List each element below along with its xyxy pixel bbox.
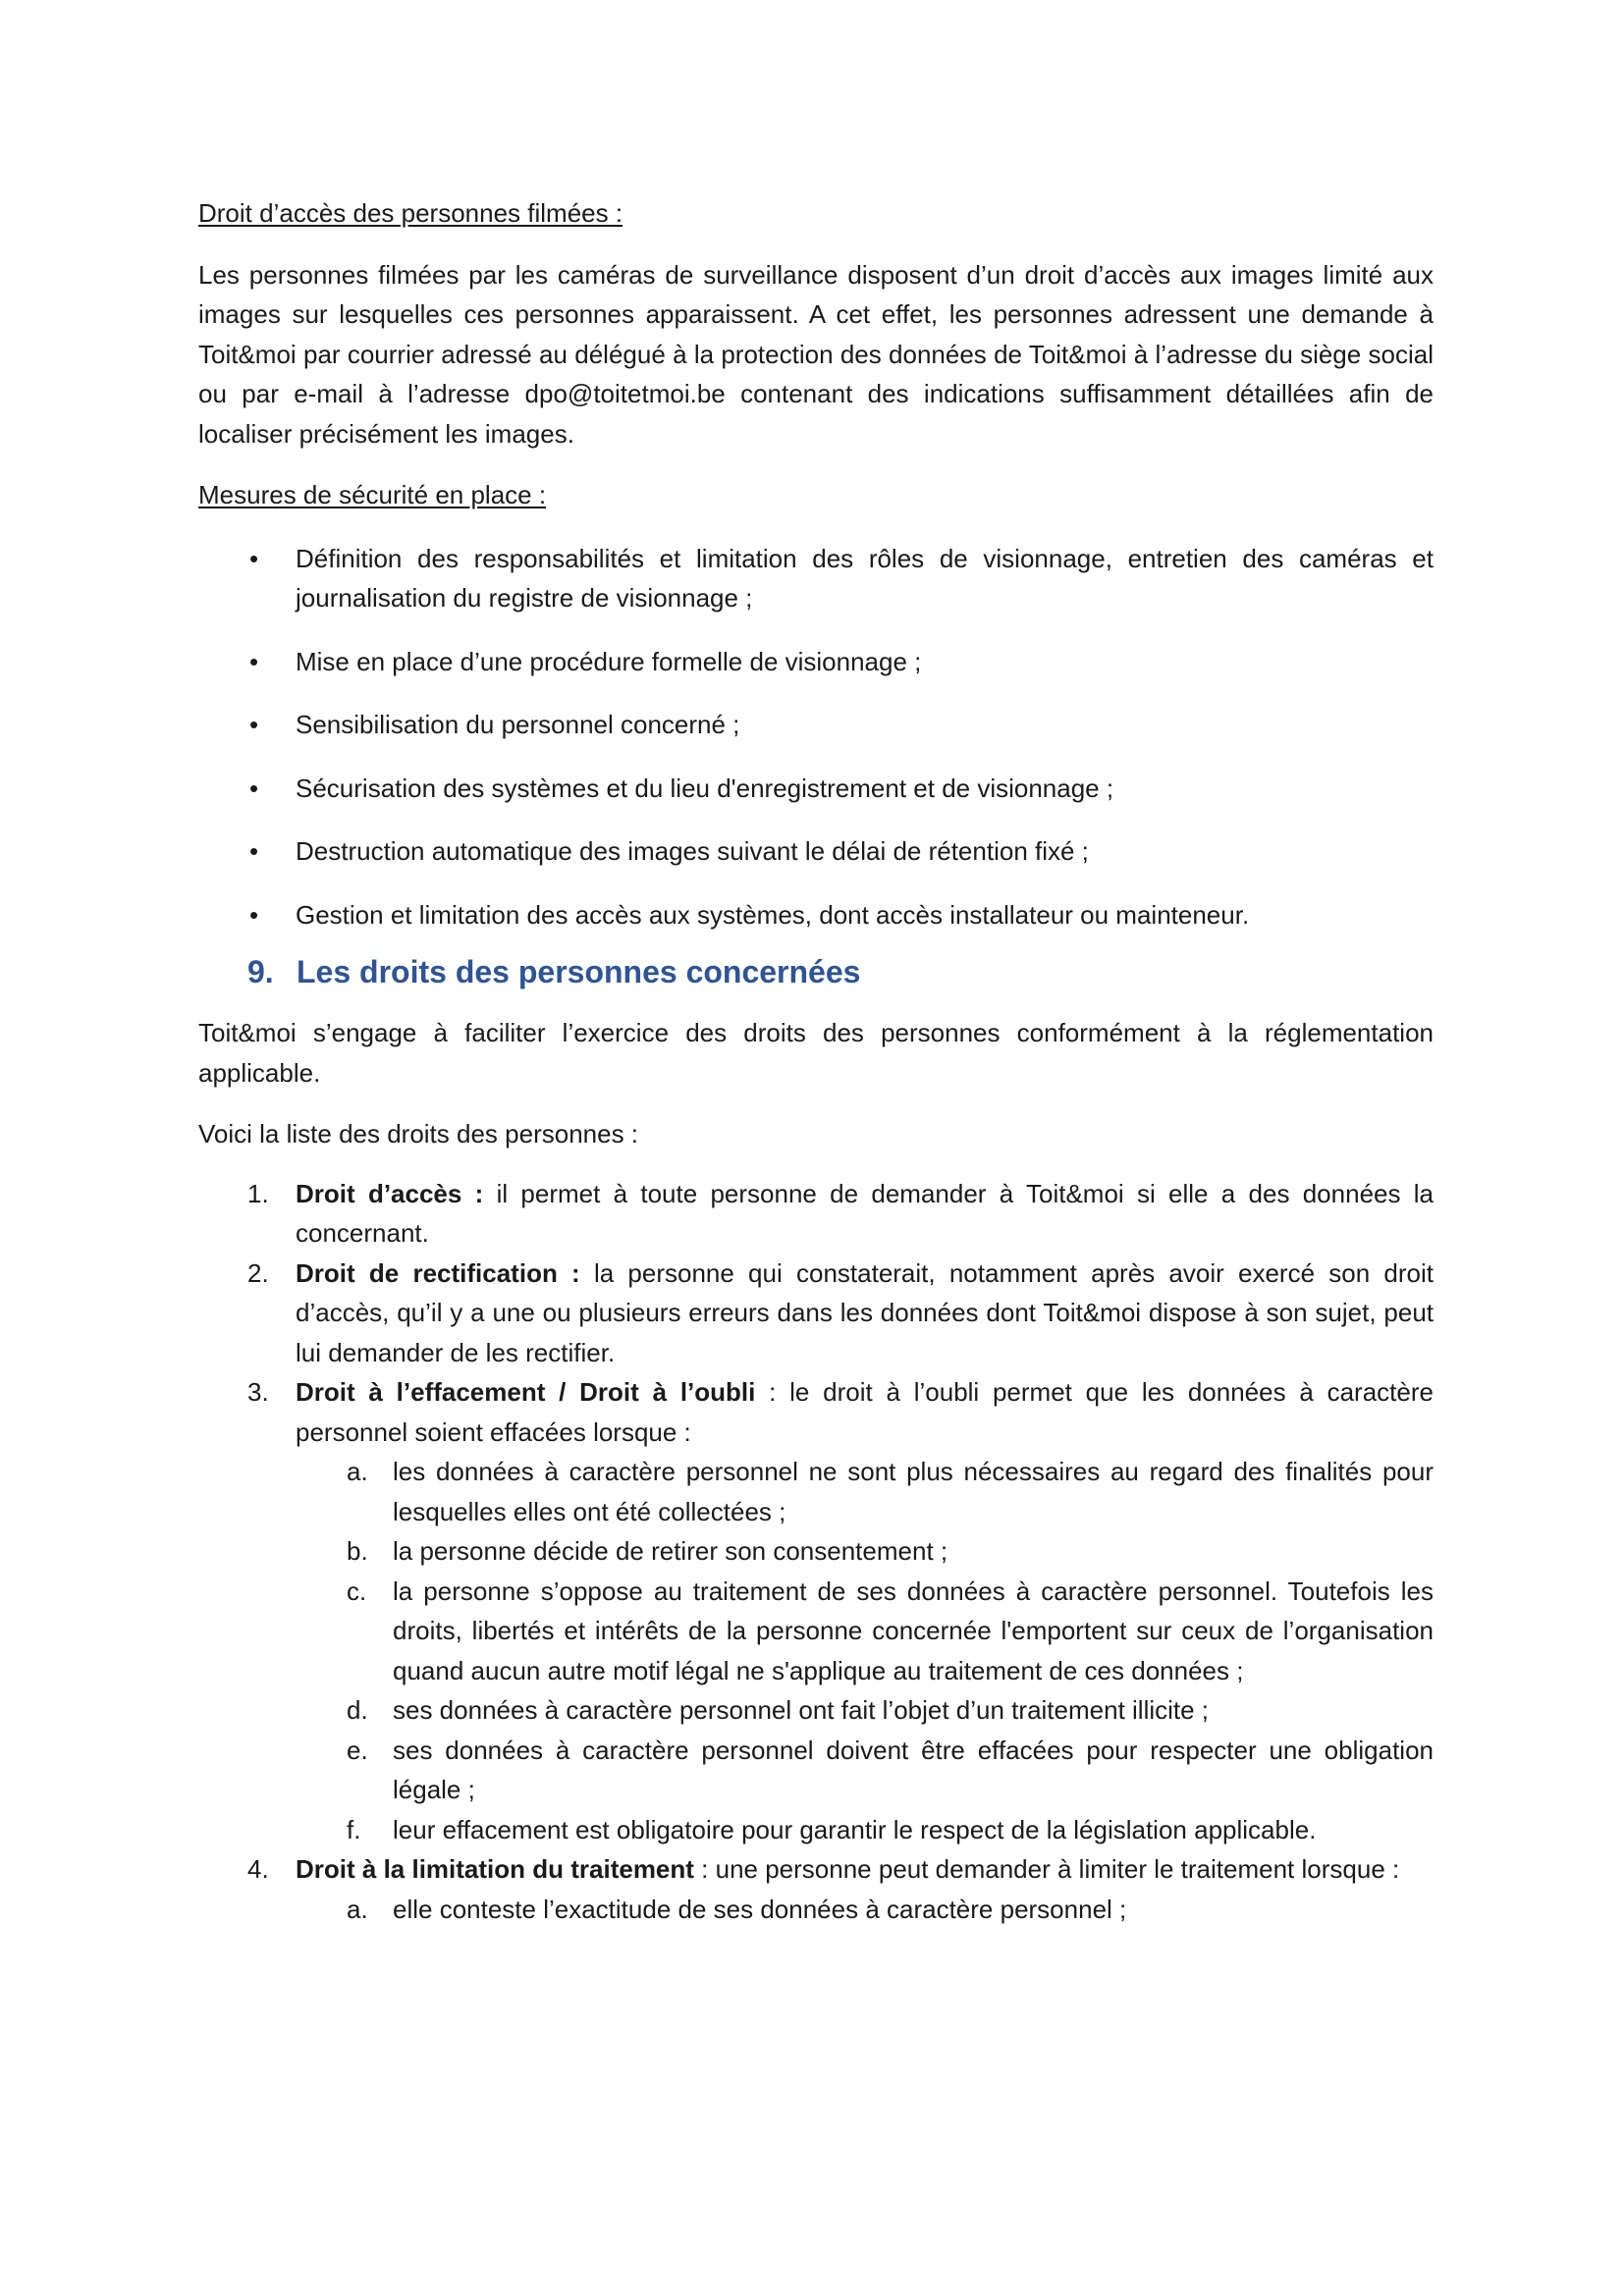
security-measures-title: Mesures de sécurité en place : [198,480,547,509]
list-item: a. elle conteste l’exactitude de ses données à caractère personnel ; [347,1894,1127,1924]
list-item: c. la personne s’oppose au traitement de ses données à caractère personnel. Toutefois les droits, libertés et intérêts de la personne concernée l'emportent sur ceux de l’organisation quand aucun autre motif légal ne s'applique au traitement de ces données ; [347,1575,1434,1685]
rights-list [198,1174,1434,1930]
security-measures-list [198,539,1434,935]
list-item: a. les données à caractère personnel ne sont plus nécessaires au regard des finalités pour lesquelles elles ont été collectées ; [347,1457,1434,1526]
sub-list [296,1890,1434,1930]
bullet-icon: • [249,710,259,739]
list-item: • Définition des responsabilités et limitation des rôles de visionnage, entretien des caméras et journalisation du registre de visionnage ; [198,539,1434,618]
list-item: e. ses données à caractère personnel doivent être effacées pour respecter une obligation légale ; [347,1735,1434,1804]
list-item: f. leur effacement est obligatoire pour garantir le respect de la législation applicable. [347,1814,1317,1844]
section-heading-text: Les droits des personnes concernées [297,954,861,989]
list-item: • Gestion et limitation des accès aux systèmes, dont accès installateur ou mainteneur. [198,895,1434,935]
bullet-icon: • [249,646,259,676]
list-item: 2. Droit de rectification : la personne qui constaterait, notamment après avoir exercé son droit d’accès, qu’il y a une ou plusieurs erreurs dans les données dont Toit&moi dispose à son sujet, peut lui demander de les rectifier. [247,1257,1434,1367]
section-heading [198,950,1434,993]
sub-list [296,1452,1434,1849]
list-item: 3. Droit à l’effacement / Droit à l’oubli : le droit à l’oubli permet que les données à caractère personnel soient effacées lorsque : a. les données à caractère personnel ne sont plus nécessaires au regard des finalités pour lesquelles elles ont été collectées ; b. la personne décide de retirer son consentement ; c. la personne s’oppose au traitement de ses données à caractère personnel. Toutefois les droits, libertés et intérêts de la personne concernée l'emportent sur ceux de l’organisation quand aucun autre motif légal ne s'applique au traitement de ces données ; d. ses données à caractère personnel ont fait l’objet d’un traitement illicite ; e. ses données à caractère personnel doivent être effacées pour respecter une obligation légale ; f. leur effacement est obligatoire pour garantir le respect de la législation applicable. [198,1372,1434,1849]
bullet-icon: • [249,836,259,866]
list-item: • Sensibilisation du personnel concerné ; [198,705,1434,745]
list-item: d. ses données à caractère personnel ont fait l’objet d’un traitement illicite ; [347,1695,1210,1725]
rights-intro-paragraph: Toit&moi s’engage à faciliter l’exercice des droits des personnes conformément à la réglementation applicable. [198,1018,1434,1088]
list-item: 1. Droit d’accès : il permet à toute personne de demander à Toit&moi si elle a des données la concernant. [247,1178,1435,1248]
access-rights-title: Droit d’accès des personnes filmées : [198,198,623,228]
bullet-icon: • [249,899,259,930]
section-number: 9. [247,954,274,989]
list-item: 4. Droit à la limitation du traitement : une personne peut demander à limiter le traitement lorsque : a. elle conteste l’exactitude de ses données à caractère personnel ; [198,1849,1434,1929]
bullet-icon: • [249,543,259,573]
list-item: • Sécurisation des systèmes et du lieu d'enregistrement et de visionnage ; [198,769,1434,809]
list-item: • Destruction automatique des images suivant le délai de rétention fixé ; [198,831,1434,872]
rights-list-intro: Voici la liste des droits des personnes : [198,1119,639,1148]
list-item: b. la personne décide de retirer son consentement ; [347,1536,948,1566]
page-content [198,193,1434,1929]
bullet-icon: • [249,773,259,803]
list-item: • Mise en place d’une procédure formelle de visionnage ; [198,642,1434,682]
access-rights-paragraph: Les personnes filmées par les caméras de surveillance disposent d’un droit d’accès aux images limité aux images sur lesquelles ces personnes apparaissent. A cet effet, les personnes adressent une demande à Toit&moi par courrier adressé au délégué à la protection des données de Toit&moi à l’adresse du siège social ou par e-mail à l’adresse dpo@toitetmoi.be contenant des indications suffisamment détaillées afin de localiser précisément les images. [198,259,1434,449]
